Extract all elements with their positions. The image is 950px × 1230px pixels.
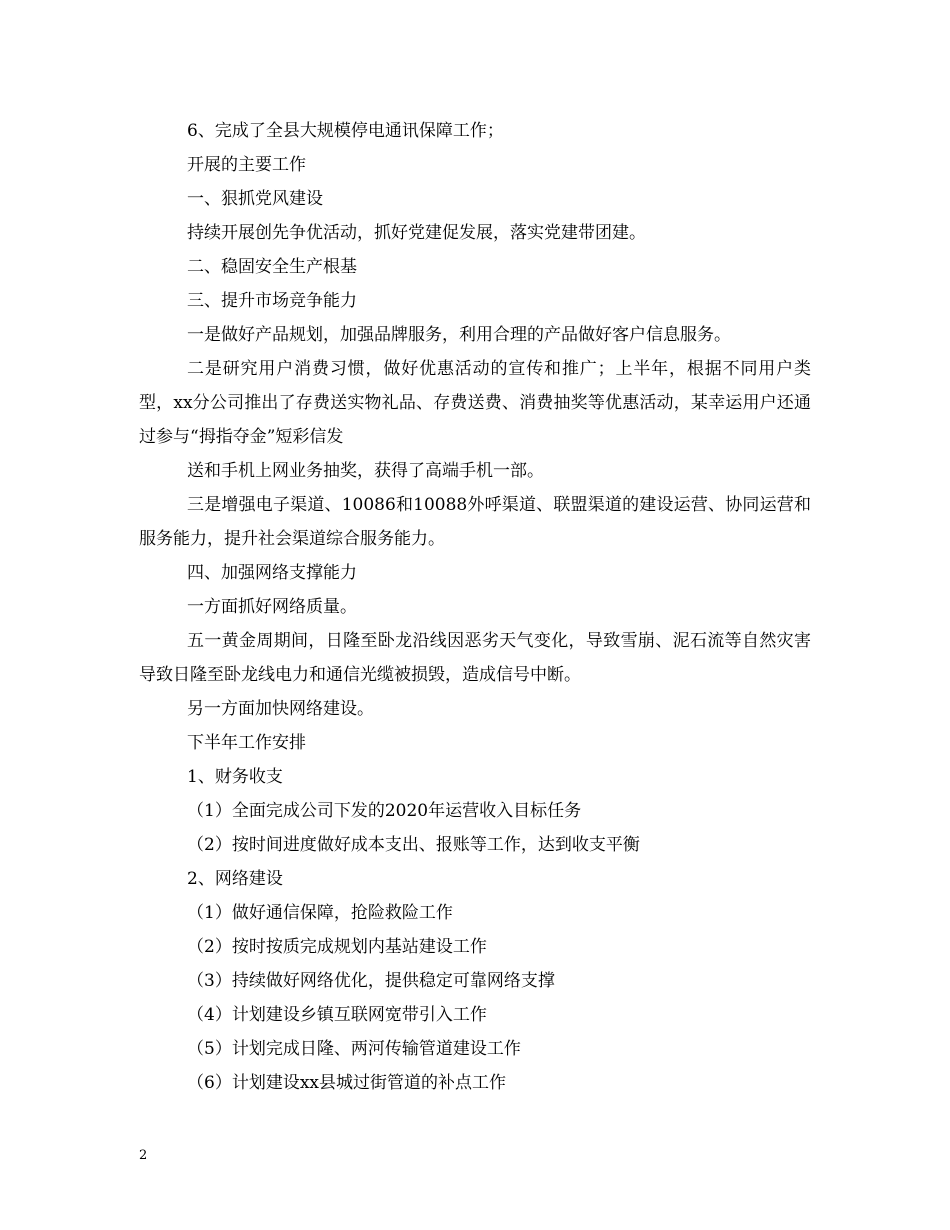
heading-network-support: 四、加强网络支撑能力 bbox=[187, 563, 357, 583]
list-item-network-5: （5）计划完成日隆、两河传输管道建设工作 bbox=[187, 1039, 521, 1059]
heading-market-competitiveness: 三、提升市场竞争能力 bbox=[187, 291, 357, 311]
list-item-network-3: （3）持续做好网络优化，提供稳定可靠网络支撑 bbox=[187, 971, 555, 991]
paragraph-golden-week-disaster: 五一黄金周期间，日隆至卧龙沿线因恶劣天气变化，导致雪崩、泥石流等自然灾害导致日隆至卧龙线电力和通信光缆被损毁，造成信号中断。 bbox=[139, 631, 811, 685]
paragraph-network-quality: 一方面抓好网络质量。 bbox=[187, 597, 357, 617]
paragraph-completed-power-outage-support: 6、完成了全县大规模停电通讯保障工作； bbox=[187, 121, 504, 141]
heading-safety-production: 二、稳固安全生产根基 bbox=[187, 257, 357, 277]
heading-party-conduct: 一、狠抓党风建设 bbox=[187, 189, 323, 209]
heading-finance: 1、财务收支 bbox=[187, 767, 283, 787]
list-item-finance-1: （1）全面完成公司下发的2020年运营收入目标任务 bbox=[187, 801, 582, 821]
heading-main-work: 开展的主要工作 bbox=[187, 155, 306, 175]
paragraph-user-habits: 二是研究用户消费习惯，做好优惠活动的宣传和推广；上半年，根据不同用户类型，xx分公司推出了存费送实物礼品、存费送费、消费抽奖等优惠活动，某幸运用户还通过参与“拇指夺金”短彩信发 bbox=[139, 359, 811, 447]
paragraph-network-construction: 另一方面加快网络建设。 bbox=[187, 699, 374, 719]
document-body bbox=[139, 114, 811, 1100]
paragraph-lottery-result: 送和手机上网业务抽奖，获得了高端手机一部。 bbox=[187, 461, 544, 481]
heading-second-half-plan: 下半年工作安排 bbox=[187, 733, 306, 753]
list-item-network-6: （6）计划建设xx县城过街管道的补点工作 bbox=[187, 1073, 506, 1093]
list-item-network-4: （4）计划建设乡镇互联网宽带引入工作 bbox=[187, 1005, 487, 1025]
list-item-network-1: （1）做好通信保障，抢险救险工作 bbox=[187, 903, 453, 923]
page-number: 2 bbox=[139, 1148, 148, 1163]
paragraph-channel-operations: 三是增强电子渠道、10086和10088外呼渠道、联盟渠道的建设运营、协同运营和服务能力，提升社会渠道综合服务能力。 bbox=[139, 495, 811, 549]
list-item-network-2: （2）按时按质完成规划内基站建设工作 bbox=[187, 937, 487, 957]
heading-network-build: 2、网络建设 bbox=[187, 869, 283, 889]
paragraph-product-planning: 一是做好产品规划，加强品牌服务，利用合理的产品做好客户信息服务。 bbox=[187, 325, 731, 345]
paragraph-party-building: 持续开展创先争优活动，抓好党建促发展，落实党建带团建。 bbox=[187, 223, 646, 243]
list-item-finance-2: （2）按时间进度做好成本支出、报账等工作，达到收支平衡 bbox=[187, 835, 640, 855]
